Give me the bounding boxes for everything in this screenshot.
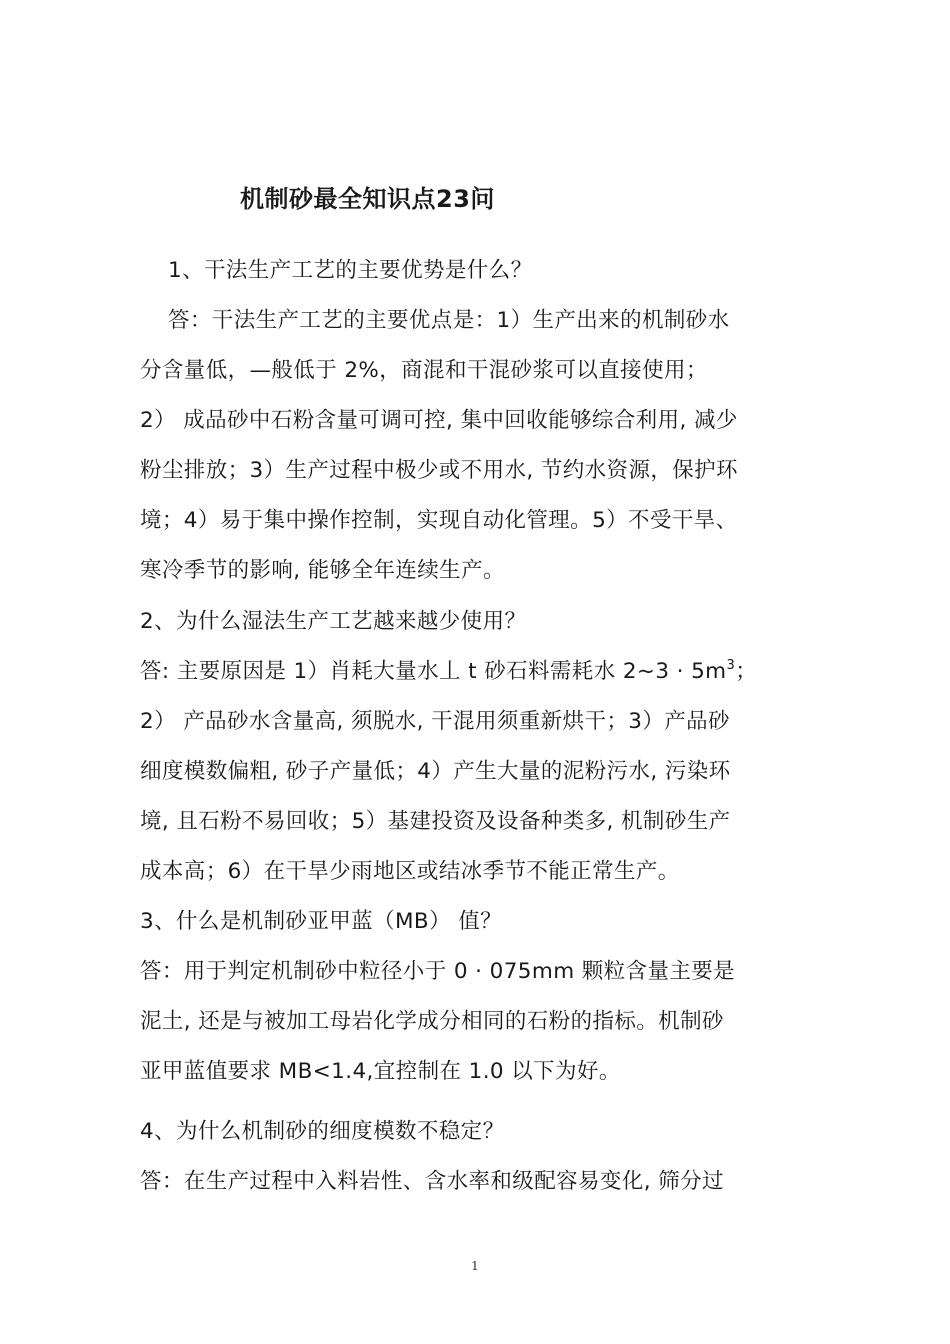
superscript-3: 3 <box>726 658 736 673</box>
answer-1-line-4: 粉尘排放；3）生产过程中极少或不用水, 节约水资源，保护环 <box>140 458 738 483</box>
answer-2-line-1-text: 答: 主要原因是 1）肖耗大量水丄 t 砂石料需耗水 2~3 · 5m <box>140 659 727 684</box>
answer-2-line-5: 成本高；6）在干旱少雨地区或结冰季节不能正常生产。 <box>140 859 680 884</box>
question-2: 2、为什么湿法生产工艺越来越少使用？ <box>140 609 527 634</box>
page-number: 1 <box>471 1259 479 1273</box>
answer-4-line-1: 答：在生产过程中入料岩性、含水率和级配容易变化, 筛分过 <box>140 1169 724 1194</box>
question-3: 3、什么是机制砂亚甲蓝（MB） 值？ <box>140 909 503 934</box>
answer-2-line-2: 2） 产品砂水含量高, 须脱水, 干混用须重新烘干；3）产品砂 <box>140 709 730 734</box>
answer-3-line-2: 泥土, 还是与被加工母岩化学成分相同的石粉的指标。机制砂 <box>140 1009 724 1034</box>
question-1: 1、干法生产工艺的主要优势是什么？ <box>168 258 533 283</box>
answer-2-line-1 <box>140 657 757 687</box>
answer-2-line-3: 细度模数偏粗, 砂子产量低；4）产生大量的泥粉污水, 污染环 <box>140 759 731 784</box>
answer-1-line-2: 分含量低，—般低于 2%，商混和干混砂浆可以直接使用； <box>140 358 708 383</box>
answer-1-line-6: 寒冷季节的影响, 能够全年连续生产。 <box>140 558 505 583</box>
document-title: 机制砂最全知识点23问 <box>240 185 495 213</box>
answer-2-line-4: 境, 且石粉不易回收；5）基建投资及设备种类多, 机制砂生产 <box>140 809 731 834</box>
answer-1-line-1: 答：干法生产工艺的主要优点是：1）生产出来的机制砂水 <box>168 308 730 333</box>
answer-1-line-3: 2） 成品砂中石粉含量可调可控, 集中回收能够综合利用, 减少 <box>140 408 738 433</box>
answer-2-line-1-end: ； <box>735 659 758 684</box>
answer-1-line-5: 境；4）易于集中操作控制，实现自动化管理。5）不受干旱、 <box>140 508 738 533</box>
answer-3-line-1: 答：用于判定机制砂中粒径小于 0 · 075mm 颗粒含量主要是 <box>140 959 736 984</box>
answer-3-line-3: 亚甲蓝值要求 MB<1.4,宜控制在 1.0 以下为好。 <box>140 1059 621 1084</box>
question-4: 4、为什么机制砂的细度模数不稳定？ <box>140 1119 505 1144</box>
